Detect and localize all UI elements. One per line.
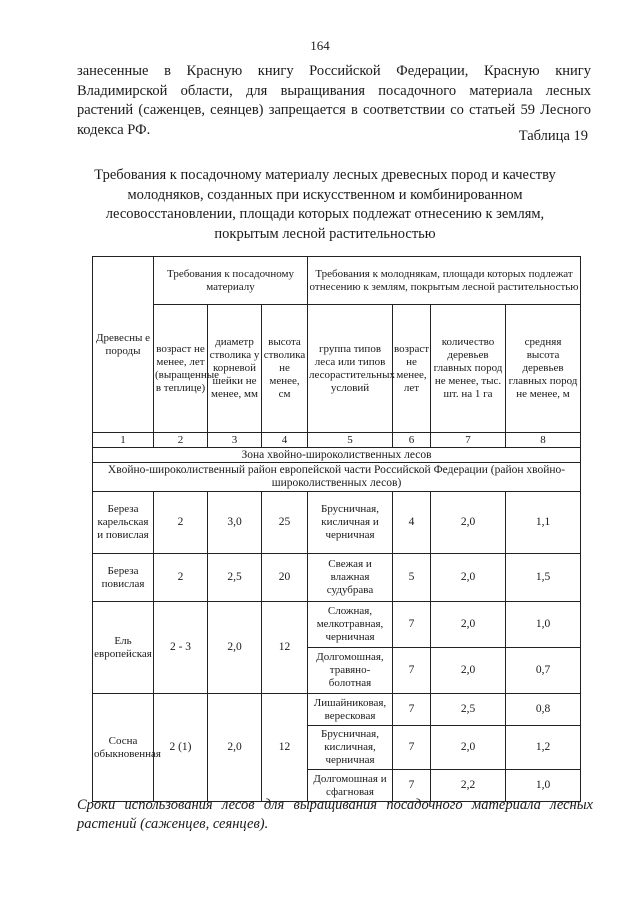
young-age: 5 — [393, 554, 431, 602]
species-name: Сосна обыкновенная — [93, 694, 154, 802]
seedling-diameter: 3,0 — [208, 492, 262, 554]
table-row — [93, 554, 581, 602]
header-age: возраст не менее, лет (выращенные в теплице) — [154, 305, 208, 433]
column-number: 7 — [431, 433, 506, 448]
seedling-height: 20 — [262, 554, 308, 602]
forest-type: Сложная, мелкотравная, черничная — [308, 602, 393, 648]
header-forest-type: группа типов леса или типов лесорастительных условий — [308, 305, 393, 433]
average-height: 1,5 — [506, 554, 581, 602]
seedling-age: 2 — [154, 554, 208, 602]
average-height: 0,7 — [506, 648, 581, 694]
forest-type: Долгомошная и сфагновая — [308, 770, 393, 802]
seedling-age: 2 (1) — [154, 694, 208, 802]
seedling-diameter: 2,0 — [208, 694, 262, 802]
column-number: 1 — [93, 433, 154, 448]
average-height: 1,0 — [506, 770, 581, 802]
tree-count: 2,0 — [431, 602, 506, 648]
header-diameter: диаметр стволика у корневой шейки не менее, мм — [208, 305, 262, 433]
page-number: 164 — [310, 38, 330, 53]
young-age: 4 — [393, 492, 431, 554]
seedling-diameter: 2,5 — [208, 554, 262, 602]
tree-count: 2,5 — [431, 694, 506, 726]
header-average-height: средняя высота деревьев главных пород не менее, м — [506, 305, 581, 433]
seedling-height: 25 — [262, 492, 308, 554]
forest-type: Долгомошная, травяно-болотная — [308, 648, 393, 694]
header-planting-material: Требования к посадочному материалу — [154, 257, 308, 305]
species-name: Ель европейская — [93, 602, 154, 694]
average-height: 1,0 — [506, 602, 581, 648]
forest-type: Лишайниковая, вересковая — [308, 694, 393, 726]
header-height: высота стволика не менее, см — [262, 305, 308, 433]
intro-paragraph: занесенные в Красную книгу Российской Федерации, Красную книгу Владимирской области, для выращивания посадочного материала лесных растений (саженцев, сеянцев) запрещается в соответствии со статьей 59 Лесного кодекса РФ. — [77, 63, 591, 138]
column-number: 3 — [208, 433, 262, 448]
tree-count: 2,0 — [431, 648, 506, 694]
requirements-table — [92, 256, 581, 802]
tree-count: 2,0 — [431, 554, 506, 602]
average-height: 1,1 — [506, 492, 581, 554]
header-tree-count: количество деревьев главных пород не менее, тыс. шт. на 1 га — [431, 305, 506, 433]
seedling-age: 2 - 3 — [154, 602, 208, 694]
young-age: 7 — [393, 694, 431, 726]
table-reference: Таблица 19 — [518, 128, 588, 144]
tree-count: 2,0 — [431, 726, 506, 770]
species-name: Береза повислая — [93, 554, 154, 602]
zone-title: Зона хвойно-широколиственных лесов — [93, 448, 581, 463]
table-row — [93, 602, 581, 648]
column-number: 5 — [308, 433, 393, 448]
tree-count: 2,2 — [431, 770, 506, 802]
average-height: 1,2 — [506, 726, 581, 770]
forest-type: Свежая и влажная судубрава — [308, 554, 393, 602]
forest-type: Брусничная, кисличная и черничная — [308, 492, 393, 554]
average-height: 0,8 — [506, 694, 581, 726]
tree-count: 2,0 — [431, 492, 506, 554]
forest-type: Брусничная, кисличная, черничная — [308, 726, 393, 770]
young-age: 7 — [393, 648, 431, 694]
region-title: Хвойно-широколиственный район европейской части Российской Федерации (район хвойно-широколиственных лесов) — [93, 463, 581, 492]
young-age: 7 — [393, 726, 431, 770]
column-number: 8 — [506, 433, 581, 448]
seedling-height: 12 — [262, 694, 308, 802]
young-age: 7 — [393, 770, 431, 802]
header-species: Древесны е породы — [93, 257, 154, 433]
table-row — [93, 694, 581, 726]
seedling-height: 12 — [262, 602, 308, 694]
seedling-diameter: 2,0 — [208, 602, 262, 694]
column-number: 6 — [393, 433, 431, 448]
young-age: 7 — [393, 602, 431, 648]
table-caption: Требования к посадочному материалу лесных древесных пород и качеству молодняков, созданных при искусственном и комбинированном лесовосстановлении, площади которых подлежат отнесению к землям, покрытым лесной растительностью — [94, 167, 556, 242]
column-number: 4 — [262, 433, 308, 448]
table-row — [93, 492, 581, 554]
footer-paragraph: Сроки использования лесов для выращивания посадочного материала лесных растений (саженцев, сеянцев). — [77, 797, 593, 832]
species-name: Береза карельская и повислая — [93, 492, 154, 554]
header-young-stands: Требования к молоднякам, площади которых подлежат отнесению к землям, покрытым лесной растительностью — [308, 257, 581, 305]
header-young-age: возраст не менее, лет — [393, 305, 431, 433]
seedling-age: 2 — [154, 492, 208, 554]
column-number: 2 — [154, 433, 208, 448]
